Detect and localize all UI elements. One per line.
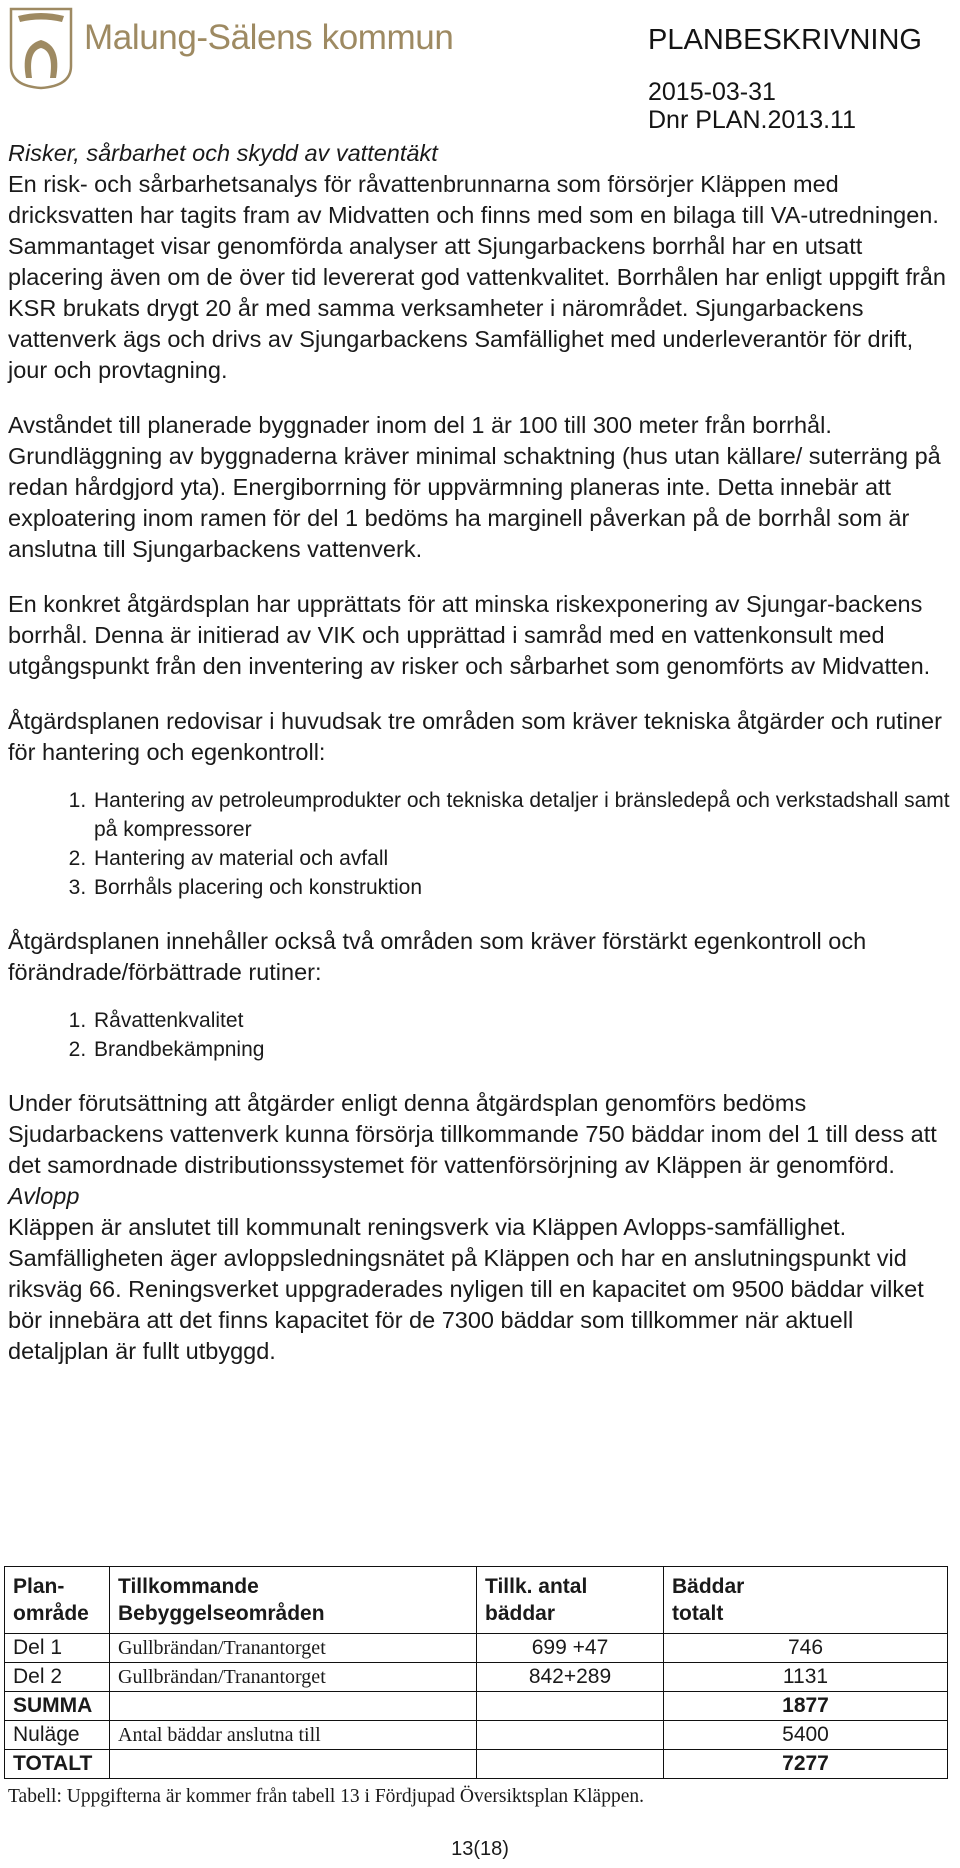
paragraph-control-areas: Åtgärdsplanen innehåller också två områden som kräver förstärkt egenkontroll och förändrade/förbättrade rutiner:: [8, 928, 867, 985]
paragraph-distance: Avståndet till planerade byggnader inom del 1 är 100 till 300 meter från borrhål. Grundläggning av byggnaderna kräver minimal schaktning (hus utan källare/ suterräng på redan hårdgjord yta). Energiborrning för uppvärmning planeras inte. Detta innebär att exploatering inom ramen för del 1 bedöms ha marginell påverkan på de borrhål som är anslutna till Sjungarbackens vattenverk.: [8, 412, 941, 562]
column-header-added-beds: Tillk. antal bäddar: [477, 1567, 664, 1634]
cell-added-beds: [477, 1750, 664, 1779]
cell-description: Gullbrändan/Tranantorget: [110, 1634, 477, 1663]
cell-description: [110, 1692, 477, 1721]
cell-added-beds: 842+289: [477, 1663, 664, 1692]
section-heading-sewage: Avlopp: [8, 1183, 80, 1209]
list-item: 2. Brandbekämpning: [92, 1035, 953, 1064]
paragraph-capacity: Under förutsättning att åtgärder enligt denna åtgärdsplan genomförs bedöms Sjudarbackens vattenverk kunna försörja tillkommande 750 bäddar inom del 1 till dess att det samordnade distributionssystemet för vattenförsörjning av Kläppen är genomförd.: [8, 1090, 937, 1178]
cell-added-beds: 699 +47: [477, 1634, 664, 1663]
cell-area: Del 2: [5, 1663, 110, 1692]
table-caption: Tabell: Uppgifterna är kommer från tabell 13 i Fördjupad Översiktsplan Kläppen.: [8, 1786, 644, 1807]
cell-area: SUMMA: [5, 1692, 110, 1721]
cell-added-beds: [477, 1692, 664, 1721]
organization-name: Malung-Sälens kommun: [84, 18, 454, 57]
cell-total-beds: 7277: [664, 1750, 948, 1779]
cell-description: [110, 1750, 477, 1779]
table-header-row: [5, 1567, 948, 1634]
cell-added-beds: [477, 1721, 664, 1750]
section-heading-risks: Risker, sårbarhet och skydd av vattentäkt: [8, 140, 438, 166]
table-row: [5, 1663, 948, 1692]
list-item: 3. Borrhåls placering och konstruktion: [92, 873, 953, 902]
table-row: [5, 1634, 948, 1663]
table-row: [5, 1750, 948, 1779]
cell-area: Del 1: [5, 1634, 110, 1663]
cell-total-beds: 746: [664, 1634, 948, 1663]
paragraph-risk-analysis: En risk- och sårbarhetsanalys för råvattenbrunnarna som försörjer Kläppen med dricksvatten har tagits fram av Midvatten och finns med som en bilaga till VA-utredningen. Sammantaget visar genomförda analyser att Sjungarbackens borrhål har en utsatt placering även om de över tid levererat god vattenkvalitet. Borrhålen har enligt uppgift från KSR brukats drygt 20 år med samma verksamheter i närområdet. Sjungarbackens vattenverk ägs och drivs av Sjungarbackens Samfällighet med underleverantör för drift, jour och provtagning.: [8, 171, 946, 383]
municipality-logo-icon: [8, 6, 74, 90]
paragraph-sewage: Kläppen är anslutet till kommunalt reningsverk via Kläppen Avlopps-samfällighet. Samfälligheten äger avloppsledningsnätet på Kläppen och har en anslutningspunkt vid riksväg 66. Reningsverket uppgraderades nyligen till en kapacitet om 9500 bäddar vilket bör innebära att det finns kapacitet för de 7300 bäddar som tillkommer när aktuell detaljplan är fullt utbyggd.: [8, 1214, 924, 1364]
cell-total-beds: 5400: [664, 1721, 948, 1750]
cell-area: Nuläge: [5, 1721, 110, 1750]
cell-total-beds: 1877: [664, 1692, 948, 1721]
cell-description: Gullbrändan/Tranantorget: [110, 1663, 477, 1692]
paragraph-action-plan: En konkret åtgärdsplan har upprättats för att minska riskexponering av Sjungar-backens borrhål. Denna är initierad av VIK och upprättad i samråd med en vattenkonsult med utgångspunkt från den inventering av risker och sårbarhet som genomförts av Midvatten.: [8, 591, 931, 679]
document-reference-number: Dnr PLAN.2013.11: [648, 106, 856, 134]
document-type: PLANBESKRIVNING: [648, 24, 922, 56]
control-areas-list: [8, 1006, 953, 1064]
column-header-area: Plan- område: [5, 1567, 110, 1634]
column-header-description: Tillkommande Bebyggelseområden: [110, 1567, 477, 1634]
column-header-total-beds: Bäddar totalt: [664, 1567, 948, 1634]
cell-area: TOTALT: [5, 1750, 110, 1779]
technical-measures-list: [8, 786, 953, 902]
beds-table: [4, 1566, 948, 1779]
cell-total-beds: 1131: [664, 1663, 948, 1692]
body-text: [8, 138, 953, 1367]
table-row: [5, 1721, 948, 1750]
list-item: 2. Hantering av material och avfall: [92, 844, 953, 873]
list-item: 1. Hantering av petroleumprodukter och tekniska detaljer i bränsledepå och verkstadshall samt på kompressorer: [92, 786, 953, 844]
list-item: 1. Råvattenkvalitet: [92, 1006, 953, 1035]
paragraph-plan-areas: Åtgärdsplanen redovisar i huvudsak tre områden som kräver tekniska åtgärder och rutiner för hantering och egenkontroll:: [8, 708, 942, 765]
table-row: [5, 1692, 948, 1721]
document-date: 2015-03-31: [648, 78, 776, 106]
cell-description: Antal bäddar anslutna till: [110, 1721, 477, 1750]
page-number: 13(18): [451, 1838, 509, 1860]
